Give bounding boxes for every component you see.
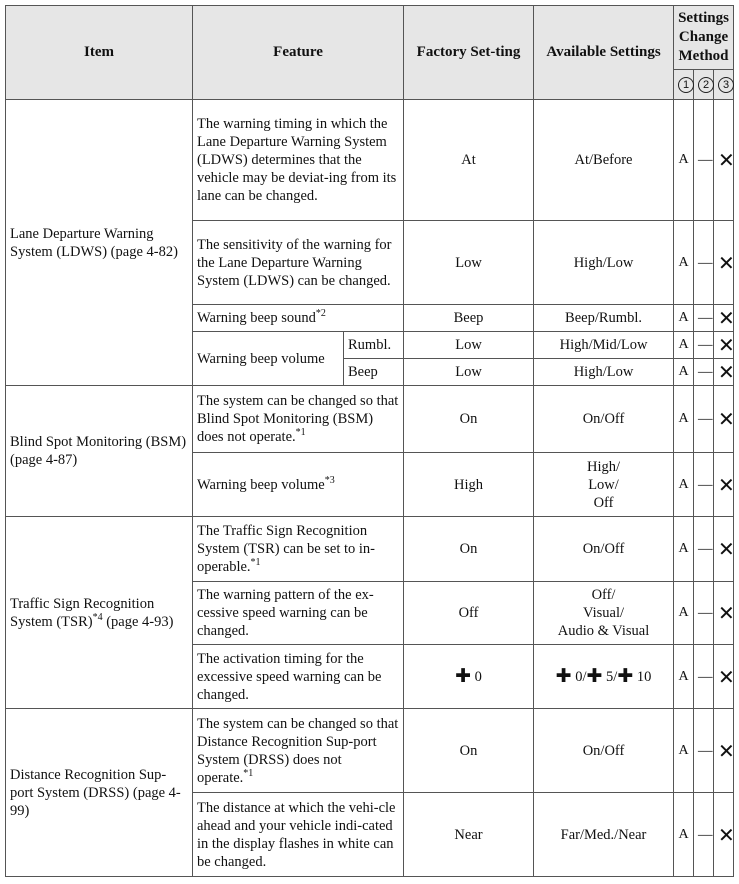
method-a: A (674, 453, 694, 517)
option-text: Off/ (591, 587, 616, 603)
method-a: A (674, 582, 694, 645)
dash-mark: — (694, 793, 714, 877)
feature-ldws-sensitivity: The sensitivity of the warning for the Lane Departure Warning System (LDWS) can be changed. (193, 221, 404, 305)
footnote-mark: *1 (250, 557, 261, 569)
feature-tsr-inoperable (193, 517, 404, 582)
dash-mark: — (694, 645, 714, 709)
option-text: Audio & Visual (557, 623, 650, 639)
footnote-mark: *2 (315, 308, 326, 320)
cross-icon: ✕ (714, 359, 734, 386)
cross-icon: ✕ (714, 332, 734, 359)
method-a: A (674, 517, 694, 582)
available-tsr-timing (534, 645, 674, 709)
item-tsr (6, 517, 193, 709)
factory-drss-distance: Near (404, 793, 534, 877)
method-a: A (674, 100, 694, 221)
dash-mark: — (694, 582, 714, 645)
option-text: High/ (587, 458, 621, 475)
dash-mark: — (694, 453, 714, 517)
feature-ldws-beep-volume: Warning beep volume (193, 332, 344, 386)
factory-ldws-sensitivity: Low (404, 221, 534, 305)
cross-icon: ✕ (714, 305, 734, 332)
value-text: 10 (636, 669, 652, 685)
feature-bsm-volume (193, 453, 404, 517)
factory-tsr-inoperable: On (404, 517, 534, 582)
plus-icon: ✚ (455, 665, 472, 687)
method-col-2 (694, 70, 714, 100)
feature-drss-operate (193, 709, 404, 793)
settings-table (5, 5, 734, 877)
footnote-mark: *4 (92, 611, 103, 623)
cross-icon: ✕ (714, 645, 734, 709)
item-text: Traffic Sign Recognition System (TSR) (10, 595, 155, 630)
factory-bsm-volume: High (404, 453, 534, 517)
item-drss: Distance Recognition Sup-port System (DRSS) (page 4-99) (6, 709, 193, 877)
value-text: 0/ (575, 669, 587, 685)
factory-drss-operate: On (404, 709, 534, 793)
item-page-ref: (page 4-93) (102, 613, 174, 630)
factory-ldws-timing: At (404, 100, 534, 221)
dash-mark: — (694, 221, 714, 305)
available-ldws-sensitivity: High/Low (534, 221, 674, 305)
option-text: Off (593, 494, 614, 511)
method-col-3 (714, 70, 734, 100)
feature-bsm-operate (193, 386, 404, 453)
available-drss-operate: On/Off (534, 709, 674, 793)
cross-icon: ✕ (714, 793, 734, 877)
available-drss-distance: Far/Med./Near (534, 793, 674, 877)
method-a: A (674, 359, 694, 386)
available-ldws-volume-beep: High/Low (534, 359, 674, 386)
available-ldws-timing: At/Before (534, 100, 674, 221)
footnote-mark: *3 (324, 474, 335, 486)
item-bsm: Blind Spot Monitoring (BSM) (page 4-87) (6, 386, 193, 517)
method-a: A (674, 332, 694, 359)
method-a: A (674, 305, 694, 332)
method-a: A (674, 386, 694, 453)
circled-number-3: 3 (718, 77, 734, 93)
method-col-1 (674, 70, 694, 100)
factory-ldws-volume-rumbl: Low (404, 332, 534, 359)
factory-ldws-beep-sound: Beep (404, 305, 534, 332)
feature-ldws-beep-sound (193, 305, 404, 332)
table-row (6, 100, 734, 221)
factory-tsr-pattern: Off (404, 582, 534, 645)
available-tsr-pattern (534, 582, 674, 645)
factory-bsm-operate: On (404, 386, 534, 453)
feature-text: The Traffic Sign Recognition System (TSR) can be set to in-operable. (197, 523, 376, 575)
circled-number-2: 2 (698, 77, 714, 93)
sub-label-rumbl: Rumbl. (344, 332, 404, 359)
cross-icon: ✕ (714, 517, 734, 582)
method-a: A (674, 793, 694, 877)
available-tsr-inoperable: On/Off (534, 517, 674, 582)
header-factory-setting: Factory Set-ting (404, 6, 534, 100)
cross-icon: ✕ (714, 100, 734, 221)
table-row (6, 709, 734, 793)
feature-tsr-pattern: The warning pattern of the ex-cessive speed warning can be changed. (193, 582, 404, 645)
footnote-mark: *1 (295, 427, 306, 439)
dash-mark: — (694, 517, 714, 582)
header-item: Item (6, 6, 193, 100)
feature-ldws-timing: The warning timing in which the Lane Departure Warning System (LDWS) determines that the vehicle may be deviat-ing from its lane can be changed. (193, 100, 404, 221)
header-feature: Feature (193, 6, 404, 100)
available-bsm-volume (534, 453, 674, 517)
plus-icon: ✚ (586, 665, 603, 687)
cross-icon: ✕ (714, 453, 734, 517)
option-text: Visual/ (583, 605, 625, 621)
dash-mark: — (694, 100, 714, 221)
method-a: A (674, 221, 694, 305)
available-ldws-beep-sound: Beep/Rumbl. (534, 305, 674, 332)
table-row (6, 386, 734, 453)
cross-icon: ✕ (714, 221, 734, 305)
feature-text: The system can be changed so that Blind Spot Monitoring (BSM) does not operate. (197, 393, 399, 445)
method-a: A (674, 645, 694, 709)
header-available-settings: Available Settings (534, 6, 674, 100)
footnote-mark: *1 (243, 767, 254, 779)
available-ldws-volume-rumbl: High/Mid/Low (534, 332, 674, 359)
dash-mark: — (694, 386, 714, 453)
table-row (6, 517, 734, 582)
factory-ldws-volume-beep: Low (404, 359, 534, 386)
available-bsm-operate: On/Off (534, 386, 674, 453)
dash-mark: — (694, 332, 714, 359)
feature-drss-distance: The distance at which the vehi-cle ahead and your vehicle indi-cated in the display flashes in white can be changed. (193, 793, 404, 877)
cross-icon: ✕ (714, 386, 734, 453)
plus-icon: ✚ (617, 665, 634, 687)
circled-number-1: 1 (678, 77, 694, 93)
header-change-method: Settings Change Method (674, 6, 734, 70)
plus-icon: ✚ (555, 665, 572, 687)
feature-text: Warning beep volume (197, 476, 325, 493)
option-text: Low/ (588, 476, 619, 493)
factory-tsr-timing (404, 645, 534, 709)
dash-mark: — (694, 359, 714, 386)
feature-tsr-timing: The activation timing for the excessive speed warning can be changed. (193, 645, 404, 709)
dash-mark: — (694, 709, 714, 793)
feature-text: The system can be changed so that Distance Recognition Sup-port System (DRSS) does not operate. (197, 715, 399, 786)
cross-icon: ✕ (714, 582, 734, 645)
cross-icon: ✕ (714, 709, 734, 793)
dash-mark: — (694, 305, 714, 332)
value-text: 5/ (606, 669, 618, 685)
method-a: A (674, 709, 694, 793)
feature-text: Warning beep sound (197, 310, 316, 326)
item-ldws: Lane Departure Warning System (LDWS) (page 4-82) (6, 100, 193, 386)
sub-label-beep: Beep (344, 359, 404, 386)
value-text: 0 (474, 669, 482, 685)
